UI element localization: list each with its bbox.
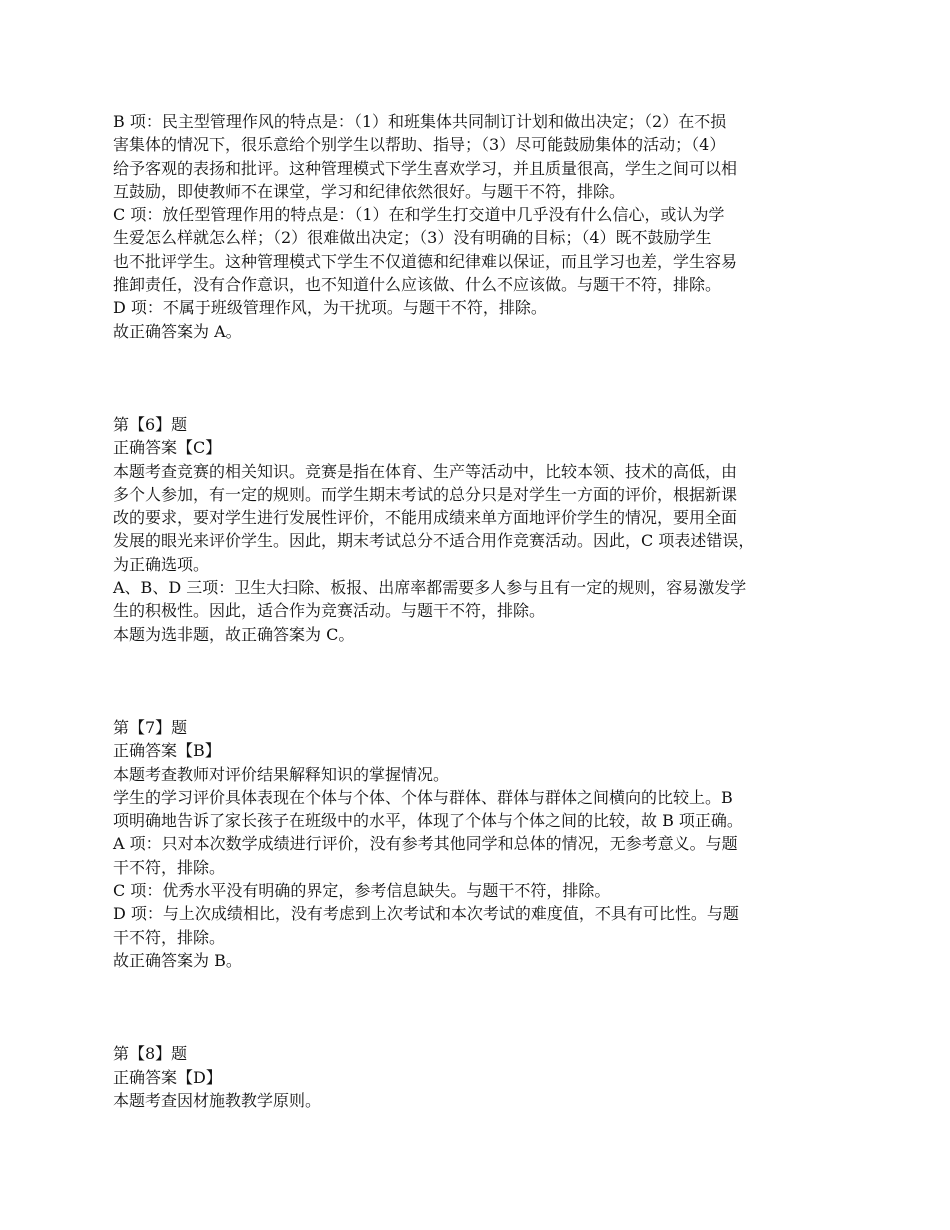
text-line: 也不批评学生。这种管理模式下学生不仅道德和纪律难以保证，而且学习也差，学生容易	[113, 251, 738, 271]
document-page	[113, 110, 845, 1112]
explanation-q5-continued	[113, 110, 845, 343]
text-line: 改的要求，要对学生进行发展性评价，不能用成绩来单方面地评价学生的情况，要用全面	[113, 508, 738, 528]
text-line: 干不符，排除。	[113, 857, 226, 877]
text-line: 学生的学习评价具体表现在个体与个体、个体与群体、群体与群体之间横向的比较上。B	[113, 787, 733, 807]
text-line: 多个人参加，有一定的规则。而学生期末考试的总分只是对学生一方面的评价，根据新课	[113, 484, 738, 504]
correct-answer: 正确答案【B】	[113, 741, 221, 761]
section-spacer	[113, 646, 845, 716]
text-line: C 项：放任型管理作用的特点是：（1）在和学生打交道中几乎没有什么信心，或认为学	[113, 205, 725, 225]
question-6-block	[113, 413, 845, 646]
correct-answer: 正确答案【D】	[113, 1067, 222, 1087]
correct-answer: 正确答案【C】	[113, 438, 222, 458]
question-8-block	[113, 1042, 845, 1112]
text-line: 推卸责任，没有合作意识，也不知道什么应该做、什么不应该做。与题干不符，排除。	[113, 275, 722, 295]
text-line: 发展的眼光来评价学生。因此，期末考试总分不适合用作竞赛活动。因此，C 项表述错误，	[113, 531, 755, 551]
question-7-block	[113, 716, 845, 972]
text-line: 本题考查竞赛的相关知识。竞赛是指在体育、生产等活动中，比较本领、技术的高低，由	[113, 461, 738, 481]
text-line: 为正确选项。	[113, 554, 210, 574]
text-line: 本题为选非题，故正确答案为 C。	[113, 624, 355, 644]
question-number: 第【7】题	[113, 717, 188, 737]
section-spacer	[113, 343, 845, 413]
text-line: 生爱怎么样就怎么样；（2）很难做出决定；（3）没有明确的目标；（4）既不鼓励学生	[113, 228, 712, 248]
text-line: D 项：与上次成绩相比，没有考虑到上次考试和本次考试的难度值，不具有可比性。与题	[113, 904, 739, 924]
question-number: 第【6】题	[113, 414, 188, 434]
text-line: D 项：不属于班级管理作风，为干扰项。与题干不符，排除。	[113, 298, 547, 318]
text-line: 故正确答案为 A。	[113, 321, 242, 341]
text-line: 本题考查教师对评价结果解释知识的掌握情况。	[113, 764, 450, 784]
text-line: 干不符，排除。	[113, 927, 226, 947]
text-line: A、B、D 三项：卫生大扫除、板报、出席率都需要多人参与且有一定的规则，容易激发学	[113, 578, 747, 598]
section-spacer	[113, 972, 845, 1042]
question-number: 第【8】题	[113, 1044, 188, 1064]
text-line: C 项：优秀水平没有明确的界定，参考信息缺失。与题干不符，排除。	[113, 881, 611, 901]
text-line: B 项：民主型管理作风的特点是：（1）和班集体共同制订计划和做出决定；（2）在不损	[113, 112, 727, 131]
text-line: 互鼓励，即使教师不在课堂，学习和纪律依然很好。与题干不符，排除。	[113, 181, 626, 201]
text-line: 本题考查因材施教教学原则。	[113, 1090, 322, 1110]
text-line: 项明确地告诉了家长孩子在班级中的水平，体现了个体与个体之间的比较，故 B 项正确。	[113, 811, 743, 831]
text-line: 害集体的情况下，很乐意给个别学生以帮助、指导；（3）尽可能鼓励集体的活动；（4）	[113, 135, 726, 155]
text-line: 给予客观的表扬和批评。这种管理模式下学生喜欢学习，并且质量很高，学生之间可以相	[113, 158, 738, 178]
text-line: A 项：只对本次数学成绩进行评价，没有参考其他同学和总体的情况，无参考意义。与题	[113, 834, 738, 854]
text-line: 生的积极性。因此，适合作为竞赛活动。与题干不符，排除。	[113, 601, 546, 621]
text-line: 故正确答案为 B。	[113, 950, 242, 970]
